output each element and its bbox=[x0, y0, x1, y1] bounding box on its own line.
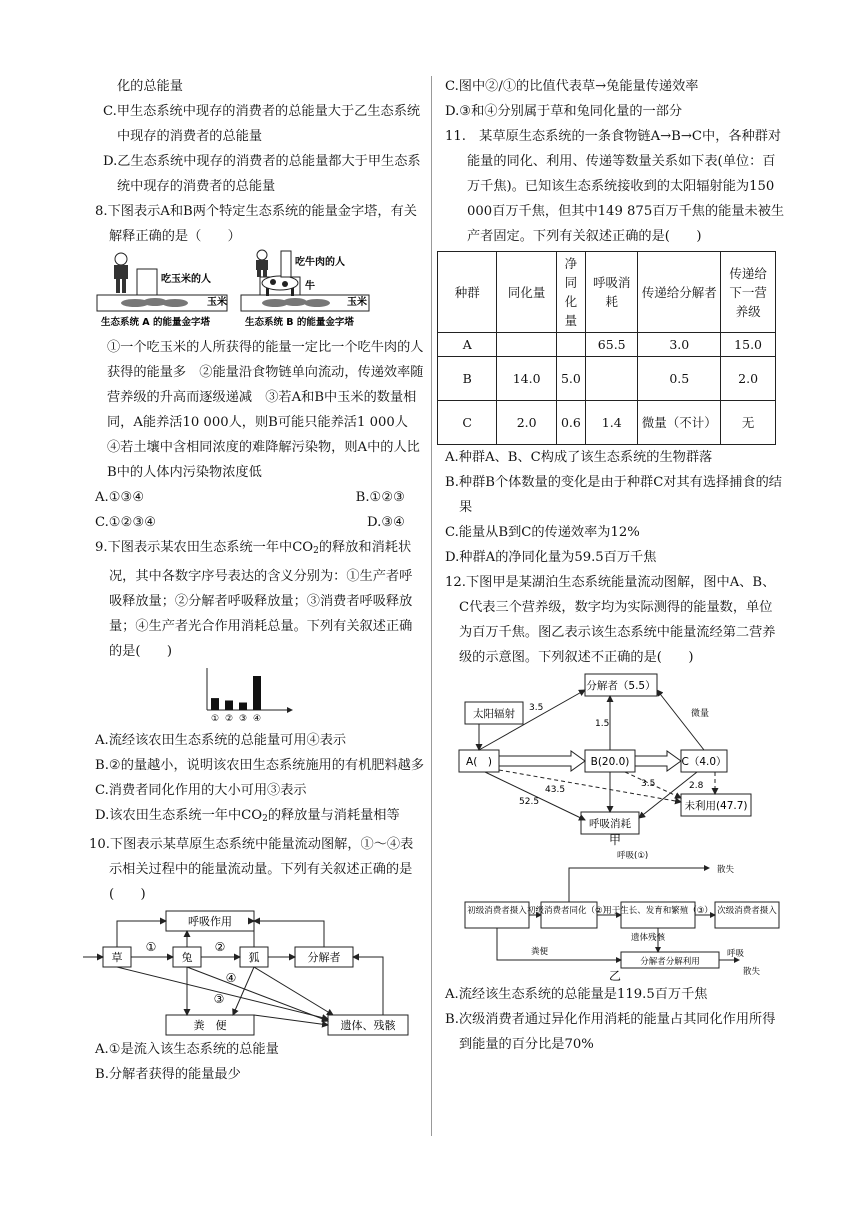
fig-jia-svg bbox=[445, 670, 785, 846]
q8-body: ①一个吃玉米的人所获得的能量一定比一个吃牛肉的人获得的能量多 ②能量沿食物链单向流动，传递效率随营养级的升高而逐级递减 ③若A和B中玉米的数量相同，A能养活10 000人，则B可能只能养活1 000人 ④若土壤中含相同浓度的难降解污染物，则A中的人比B中的人体内污染物浓度低 bbox=[107, 340, 424, 480]
table-header: 传递给下一营养级 bbox=[721, 252, 776, 333]
q10-option-c: C.图中②/①的比值代表草→兔能量传递效率 bbox=[445, 79, 699, 94]
table-cell: 3.0 bbox=[638, 333, 721, 357]
table-header: 净同化量 bbox=[556, 252, 585, 333]
table-header: 种群 bbox=[438, 252, 497, 333]
flow-2-label: ② bbox=[214, 940, 226, 954]
q8-option-b: B.①②③ bbox=[355, 490, 405, 505]
q10-option-a: A.①是流入该生态系统的总能量 bbox=[95, 1042, 279, 1057]
q8-options-row1 bbox=[95, 485, 425, 510]
table-header: 同化量 bbox=[497, 252, 556, 333]
jia-b-label: B(20.0) bbox=[590, 756, 630, 768]
q7-option-c: C.甲生态系统中现存的消费者的总能量大于乙生态系统中现存的消费者的总能量 bbox=[103, 104, 421, 144]
table-cell: 5.0 bbox=[556, 357, 585, 401]
q9-option-d-part1: D.该农田生态系统一年中CO bbox=[95, 808, 263, 823]
q9-option-c: C.消费者同化作用的大小可用③表示 bbox=[95, 783, 307, 798]
flow-3-label: ③ bbox=[213, 992, 225, 1006]
left-column bbox=[89, 74, 425, 1087]
q7-continuation: 化的总能量 bbox=[117, 79, 183, 94]
q12-stem: 12.下图甲是某湖泊生态系统能量流动图解，图中A、B、C代表三个营养级，数字均为实际测得的能量数，单位为百万千焦。图乙表示该生态系统中能量流经第二营养级的示意图。下列叙述不正确的是( ) bbox=[445, 575, 776, 665]
jia-value: 微量 bbox=[691, 709, 710, 719]
yi-secondary-label bbox=[717, 905, 777, 916]
q10-option-d: D.③和④分别属于草和兔同化量的一部分 bbox=[445, 104, 683, 119]
jia-value: 2.8 bbox=[689, 781, 704, 791]
yi-resp1-label: 呼吸(①) bbox=[617, 851, 649, 861]
table-row bbox=[438, 333, 776, 357]
table-cell: 14.0 bbox=[497, 357, 556, 401]
jia-a-label: A( ) bbox=[466, 756, 492, 768]
flow-4-label: ④ bbox=[225, 971, 237, 985]
q10-energy-flow-diagram bbox=[83, 907, 425, 1037]
jia-resp-label: 呼吸消耗 bbox=[589, 818, 631, 830]
person-icon bbox=[256, 250, 268, 277]
yi-resp2-label: 呼吸 bbox=[727, 949, 745, 959]
q9-bar-label: ② bbox=[224, 714, 234, 724]
jia-c-label: C（4.0） bbox=[681, 756, 727, 768]
q12-option-b: B.次级消费者通过异化作用消耗的能量占其同化作用所得到能量的百分比是70% bbox=[445, 1012, 776, 1052]
table-cell: 2.0 bbox=[497, 401, 556, 445]
q9-bar bbox=[211, 698, 219, 710]
fig-yi-svg bbox=[445, 850, 785, 982]
q8-options-row2 bbox=[95, 510, 425, 535]
jia-value: 43.5 bbox=[545, 785, 566, 795]
table-header: 呼吸消耗 bbox=[586, 252, 638, 333]
co2-subscript: 2 bbox=[262, 814, 268, 824]
jia-decomp-label: 分解者（5.5） bbox=[586, 680, 656, 692]
fig-jia bbox=[445, 670, 785, 846]
q8-option-d: D.③④ bbox=[367, 515, 405, 530]
q9-stem-part1: 9.下图表示某农田生态系统一年中CO bbox=[95, 540, 314, 555]
corn-icon bbox=[262, 298, 330, 307]
pyramid-b-person-block bbox=[281, 251, 291, 277]
table-cell: C bbox=[438, 401, 497, 445]
x-axis-arrow bbox=[287, 707, 293, 713]
table-cell bbox=[556, 333, 585, 357]
table-cell: 65.5 bbox=[586, 333, 638, 357]
fig-yi bbox=[445, 850, 785, 982]
fox-label: 狐 bbox=[248, 951, 260, 964]
flow-1-label: ① bbox=[145, 940, 157, 954]
q9-bar bbox=[253, 676, 261, 710]
jia-a-to-b-arrow bbox=[499, 751, 585, 771]
table-cell bbox=[586, 357, 638, 401]
q8-pyramid-figure bbox=[95, 249, 425, 345]
q10-diagram-svg bbox=[83, 907, 428, 1037]
q9-option-d-part2: 的释放量与消耗量相等 bbox=[267, 808, 400, 823]
jia-caption: 甲 bbox=[608, 833, 622, 846]
q9-option-a: A.流经该农田生态系统的总能量可用④表示 bbox=[95, 733, 347, 748]
column-divider bbox=[431, 76, 432, 1136]
q9-bar bbox=[239, 703, 247, 710]
q11-option-d: D.种群A的净同化量为59.5百万千焦 bbox=[445, 550, 657, 565]
q8-pyramid-svg bbox=[95, 249, 425, 345]
corn-icon bbox=[121, 298, 188, 307]
grass-label: 草 bbox=[111, 951, 123, 964]
yi-decomp-label: 分解者分解利用 bbox=[640, 957, 700, 967]
q8-option-c: C.①②③④ bbox=[95, 515, 157, 530]
q9-stem bbox=[95, 535, 425, 664]
pyramid-a-person-block bbox=[137, 269, 157, 295]
person-icon bbox=[114, 253, 128, 293]
jia-value: 1.5 bbox=[595, 719, 610, 729]
decomp-label: 分解者 bbox=[307, 951, 341, 964]
q8-stem: 8.下图表示A和B两个特定生态系统的能量金字塔，有关解释正确的是（ ） bbox=[95, 204, 417, 244]
yi-lost1-label: 散失 bbox=[717, 865, 735, 875]
table-cell: 0.6 bbox=[556, 401, 585, 445]
table-cell: 无 bbox=[721, 401, 776, 445]
co2-subscript: 2 bbox=[313, 546, 319, 556]
q11-table bbox=[437, 251, 776, 445]
q9-bar-label: ① bbox=[210, 714, 220, 724]
table-header-row bbox=[438, 252, 776, 333]
pyramid-a-corn-label: 玉米 bbox=[207, 297, 227, 308]
right-column bbox=[445, 74, 785, 1057]
q7-option-d: D.乙生态系统中现存的消费者的总能量都大于甲生态系统中现存的消费者的总能量 bbox=[103, 154, 421, 194]
q8-option-a: A.①③④ bbox=[95, 490, 145, 505]
q9-bar-label: ③ bbox=[238, 714, 248, 724]
pyramid-b-person-label: 吃牛肉的人 bbox=[295, 257, 345, 268]
table-header: 传递给分解者 bbox=[638, 252, 721, 333]
q9-option-b: B.②的量越小，说明该农田生态系统施用的有机肥料越多 bbox=[95, 758, 425, 773]
yi-growth-text: 用于生长、发育和繁殖（③） bbox=[603, 906, 713, 916]
resp-label: 呼吸作用 bbox=[188, 915, 232, 928]
pyramid-a-person-label: 吃玉米的人 bbox=[161, 274, 211, 285]
q11-option-a: A.种群A、B、C构成了该生态系统的生物群落 bbox=[445, 450, 713, 465]
table-cell: 0.5 bbox=[638, 357, 721, 401]
yi-growth-label bbox=[603, 905, 713, 916]
jia-value: 3.5 bbox=[641, 779, 656, 789]
yi-intake-text: 初级消费者摄入 bbox=[467, 906, 527, 916]
yi-assim-label bbox=[527, 905, 611, 916]
q9-bar-label: ④ bbox=[252, 714, 262, 724]
jia-value: 52.5 bbox=[519, 797, 540, 807]
q11-option-b: B.种群B个体数量的变化是由于种群C对其有选择捕食的结果 bbox=[445, 475, 782, 515]
q11-stem: 11. 某草原生态系统的一条食物链A→B→C中，各种群对能量的同化、利用、传递等数量关系如下表(单位：百万千焦)。已知该生态系统接收到的太阳辐射能为150 000百万千焦，但其中149 875百万千焦的能量未被生产者固定。下列有关叙述正确的是( ) bbox=[445, 129, 785, 244]
jia-sun-label: 太阳辐射 bbox=[473, 708, 515, 720]
yi-assim-text: 初级消费者同化（②） bbox=[526, 906, 612, 916]
table-row bbox=[438, 401, 776, 445]
q9-bar-chart-svg bbox=[95, 664, 425, 728]
rabbit-label: 兔 bbox=[181, 951, 193, 964]
yi-feces-label: 粪便 bbox=[531, 947, 549, 957]
q9-bar bbox=[225, 700, 233, 710]
yi-caption: 乙 bbox=[608, 969, 622, 982]
yi-remains-label: 遗体残骸 bbox=[631, 933, 666, 943]
pyramid-a-caption: 生态系统 A 的能量金字塔 bbox=[101, 317, 210, 328]
table-cell: B bbox=[438, 357, 497, 401]
jia-value: 3.5 bbox=[529, 703, 544, 713]
table-cell: 2.0 bbox=[721, 357, 776, 401]
jia-unused-label: 未利用(47.7) bbox=[684, 800, 748, 812]
q9-option-d bbox=[95, 803, 425, 832]
q10-option-b: B.分解者获得的能量最少 bbox=[95, 1067, 241, 1082]
table-cell: A bbox=[438, 333, 497, 357]
q12-option-a: A.流经该生态系统的总能量是119.5百万千焦 bbox=[445, 987, 708, 1002]
feces-label: 粪 便 bbox=[193, 1019, 227, 1032]
pyramid-b-caption: 生态系统 B 的能量金字塔 bbox=[245, 317, 354, 328]
yi-intake-label bbox=[467, 905, 527, 916]
q9-bar-chart bbox=[95, 664, 425, 728]
table-cell: 微量（不计） bbox=[638, 401, 721, 445]
q11-option-c: C.能量从B到C的传递效率为12% bbox=[445, 525, 640, 540]
table-cell: 15.0 bbox=[721, 333, 776, 357]
pyramid-b-corn-label: 玉米 bbox=[347, 297, 367, 308]
yi-secondary-text: 次级消费者摄入 bbox=[717, 906, 777, 916]
table-cell bbox=[497, 333, 556, 357]
remains-label: 遗体、残骸 bbox=[340, 1019, 396, 1032]
table-cell: 1.4 bbox=[586, 401, 638, 445]
table-row bbox=[438, 357, 776, 401]
q10-stem: 10.下图表示某草原生态系统中能量流动图解，①～④表示相关过程中的能量流动量。下列有关叙述正确的是( ) bbox=[89, 837, 414, 902]
jia-b-to-c-arrow bbox=[635, 751, 681, 771]
pyramid-b-cow-label: 牛 bbox=[305, 281, 315, 292]
q9-stem-part2: 的释放和消耗状况，其中各数字序号表达的含义分别为：①生产者呼吸释放量；②分解者呼吸释放量；③消费者呼吸释放量；④生产者光合作用消耗总量。下列有关叙述正确的是( ) bbox=[109, 540, 413, 659]
yi-lost2-label: 散失 bbox=[743, 967, 761, 977]
